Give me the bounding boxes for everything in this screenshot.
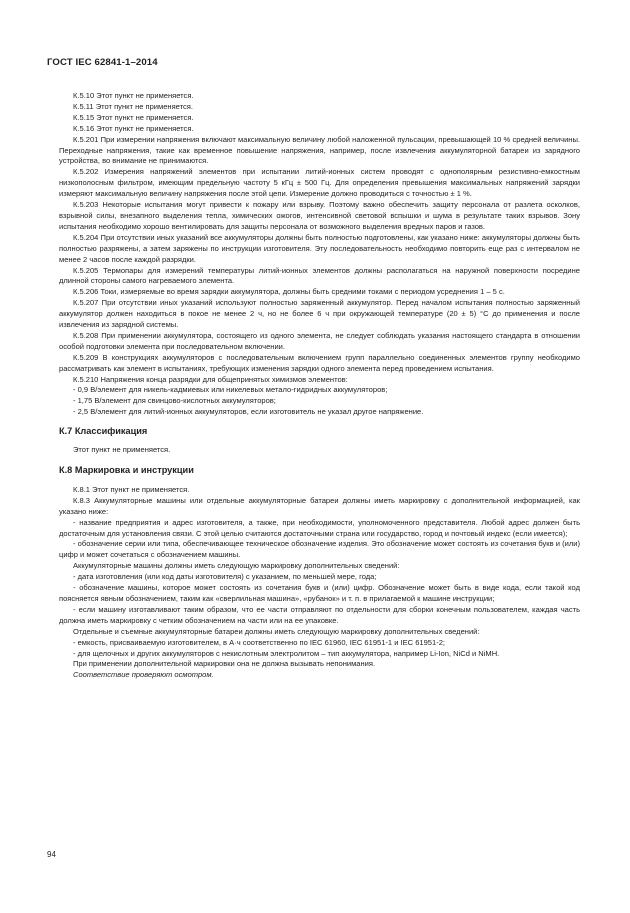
paragraph: При применении дополнительной маркировки она не должна вызывать непонимания.: [73, 659, 376, 669]
paragraph: К.5.207 При отсутствии иных указаний используют полностью заряженный аккумулятор. Перед началом испытания полностью заряженный аккумулятор должен находиться в покое не менее 2 ч, но не более 6 ч при окружающей температуре (20 ± 5) °С до применения и после извлечения из зарядной системы.: [59, 298, 580, 330]
document-header: ГОСТ IEC 62841-1–2014: [47, 57, 158, 68]
list-item: - для щелочных и других аккумуляторов с некислотным электролитом – тип аккумулятора, например Li-Ion, NiCd и NiMH.: [73, 648, 500, 658]
paragraph: К.5.203 Некоторые испытания могут привести к пожару или взрыву. Поэтому важно обеспечить защиту персонала от разлета осколков, взрывной силы, внезапного выделения тепла, химических ожогов, интенсивной световой вспышки и шума в результате таких взрывов. Зону испытания необходимо хорошо вентилировать для защиты персонала от возможного выделения вредных паров и газов.: [59, 200, 580, 231]
section-heading-k7: К.7 Классификация: [59, 426, 148, 437]
paragraph: К.5.11 Этот пункт не применяется.: [73, 101, 193, 111]
list-item: - название предприятия и адрес изготовителя, а также, при необходимости, уполномоченного представителя. Любой адрес должен быть достаточным для установления связи. С этой целью считаются достаточными страна или государство, город и почтовый индекс (если имеется);: [59, 517, 580, 538]
compliance-note: Соответствие проверяют осмотром.: [73, 670, 214, 680]
section-heading-k8: К.8 Маркировка и инструкции: [59, 465, 194, 475]
paragraph: К.5.16 Этот пункт не применяется.: [73, 123, 194, 133]
paragraph: К.5.202 Измерения напряжений элементов при испытании литий-ионных систем проводят с однополярным резистивно-емкостным низкополосным фильтром, имеющим предельную частоту 5 кГц ± 500 Гц. Для определения превышения максимальных напряжений зарядки измеряют максимальную величину напряжения после этой цепи. Измерение должно проводиться с точностью ± 1 %.: [59, 167, 580, 199]
paragraph: К.5.208 При применении аккумулятора, состоящего из одного элемента, не следует соблюдать указания настоящего стандарта в отношении особой подготовки элемента при последовательном включении.: [59, 330, 580, 351]
paragraph: К.5.210 Напряжения конца разрядки для общепринятых химизмов элементов:: [73, 374, 348, 384]
page-number: 94: [47, 850, 56, 859]
list-item: - 1,75 В/элемент для свинцово-кислотных аккумуляторов;: [73, 396, 276, 406]
page-body: [59, 91, 580, 681]
list-item: - обозначение машины, которое может состоять из сочетания букв и (или) цифр. Обозначение может быть в виде кода, если такой код поясняется явным обозначением, таким как «сверлильная машина», «рубанок» и т. п. в прилагаемой к машине инструкции;: [59, 583, 580, 603]
paragraph: Этот пункт не применяется.: [73, 445, 171, 455]
list-item: - если машину изготавливают таким образом, что ее части отправляют по отдельности для сборки конечным пользователем, каждая часть должна иметь маркировку с четким обозначением на части или на ее упаковке.: [59, 604, 580, 625]
paragraph: К.5.15 Этот пункт не применяется.: [73, 112, 194, 122]
list-item: - емкость, присваиваемую изготовителем, в А·ч соответственно по IEC 61960, IEC 61951-1 и IEC 61951-2;: [73, 637, 445, 647]
paragraph: К.5.206 Токи, измеряемые во время зарядки аккумулятора, должны быть средними токами с периодом усреднения 1 – 5 с.: [73, 287, 505, 297]
list-item: - дата изготовления (или код даты изготовителя) с указанием, по меньшей мере, года;: [73, 572, 377, 582]
paragraph: К.5.205 Термопары для измерений температуры литий-ионных элементов должны располагаться на наружной поверхности посредине длинной стороны самого нагреваемого элемента.: [59, 265, 580, 286]
paragraph: К.5.204 При отсутствии иных указаний все аккумуляторы должны быть полностью подготовлены, как указано ниже: аккумуляторы должны быть полностью разряжены, а затем заряжены по инструкции изготовителя. Эту последовательность необходимо повторить еще раз с интервалом не менее 2 часов после каждой разрядки.: [59, 232, 580, 264]
paragraph: К.5.209 В конструкциях аккумуляторов с последовательным включением групп параллельно соединенных элементов группу необходимо рассматривать как элемент в испытаниях, требующих изменения зарядки одного элемента перед проведением испытания.: [59, 352, 580, 373]
paragraph: К.5.201 При измерении напряжения включают максимальную величину любой наложенной пульсации, превышающей 10 % средней величины. Переходные напряжения, такие как временное повышение напряжения, например, после извлечения аккумуляторной батареи из зарядного устройства, во внимание не принимаются.: [59, 134, 580, 166]
paragraph: Аккумуляторные машины должны иметь следующую маркировку дополнительных сведений:: [73, 561, 400, 571]
paragraph: К.8.1 Этот пункт не применяется.: [73, 484, 190, 494]
list-item: - 0,9 В/элемент для никель-кадмиевых или никелевых метало-гидридных аккумуляторов;: [73, 385, 388, 395]
paragraph: К.5.10 Этот пункт не применяется.: [73, 91, 194, 100]
list-item: - 2,5 В/элемент для литий-ионных аккумуляторов, если изготовитель не указал другое напряжение.: [73, 407, 424, 417]
paragraph: Отдельные и съемные аккумуляторные батареи должны иметь следующую маркировку дополнительных сведений:: [73, 626, 480, 636]
paragraph: К.8.3 Аккумуляторные машины или отдельные аккумуляторные батареи должны иметь маркировку с дополнительной информацией, как указано ниже:: [59, 495, 580, 516]
list-item: - обозначение серии или типа, обеспечивающее техническое обозначение изделия. Это обозначение может состоять из сочетания букв и (или) цифр и может сочетаться с обозначением машины.: [59, 539, 580, 560]
